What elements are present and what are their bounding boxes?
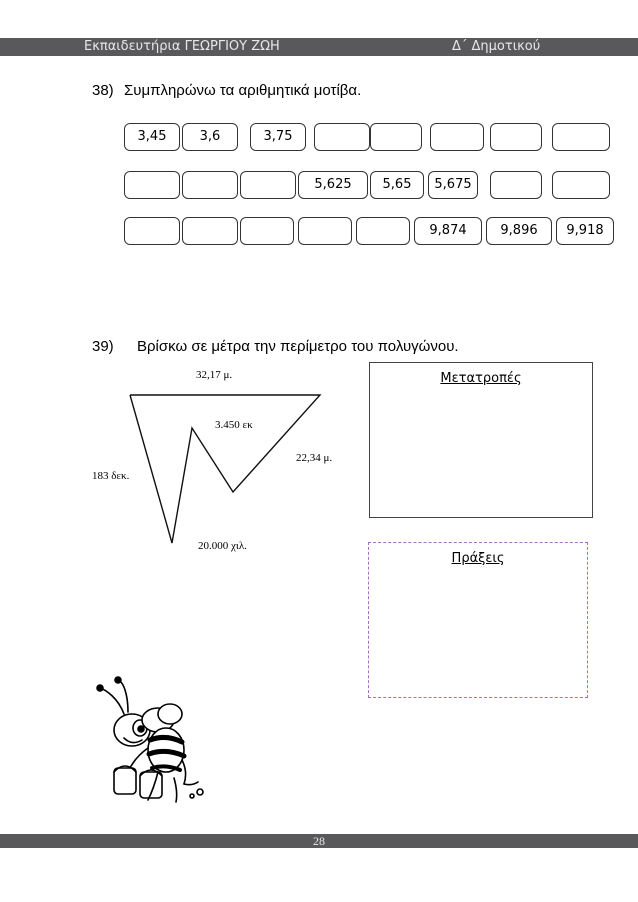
pattern-value-box: 9,874 [414,217,482,245]
q38-text: Συμπληρώνω τα αριθμητικά μοτίβα. [124,82,362,99]
q39-number: 39) [92,338,114,355]
q39-text: Βρίσκω σε μέτρα την περίμετρο του πολυγώνου. [137,338,459,355]
side-label-bottom: 20.000 χιλ. [198,540,247,552]
page-number: 28 [313,834,325,848]
side-label-left: 183 δεκ. [92,470,130,482]
polygon-shape [130,395,320,543]
operations-panel[interactable] [368,542,588,698]
conversions-panel[interactable] [369,362,593,518]
footer-bar [0,834,638,848]
pattern-value-box: 3,45 [124,123,180,151]
side-label-right: 22,34 μ. [296,452,333,464]
operations-title: Πράξεις [451,551,505,566]
pattern-value-box: 9,896 [486,217,552,245]
pattern-value-box: 3,6 [182,123,238,151]
conversions-title: Μετατροπές [440,371,522,386]
pattern-value-box: 5,65 [370,171,424,199]
q38-number: 38) [92,82,114,99]
pattern-value-box: 5,625 [298,171,368,199]
side-label-inner: 3.450 εκ [215,419,253,431]
bee-mascot-illustration [88,668,208,808]
pattern-value-box: 9,918 [556,217,614,245]
pattern-value-box: 3,75 [250,123,306,151]
grade-label: Δ΄ Δημοτικού [452,39,541,54]
pattern-value-box: 5,675 [428,171,478,199]
side-label-top: 32,17 μ. [196,369,233,381]
school-name: Εκπαιδευτήρια ΓΕΩΡΓΙΟΥ ΖΩΗ [84,39,280,54]
